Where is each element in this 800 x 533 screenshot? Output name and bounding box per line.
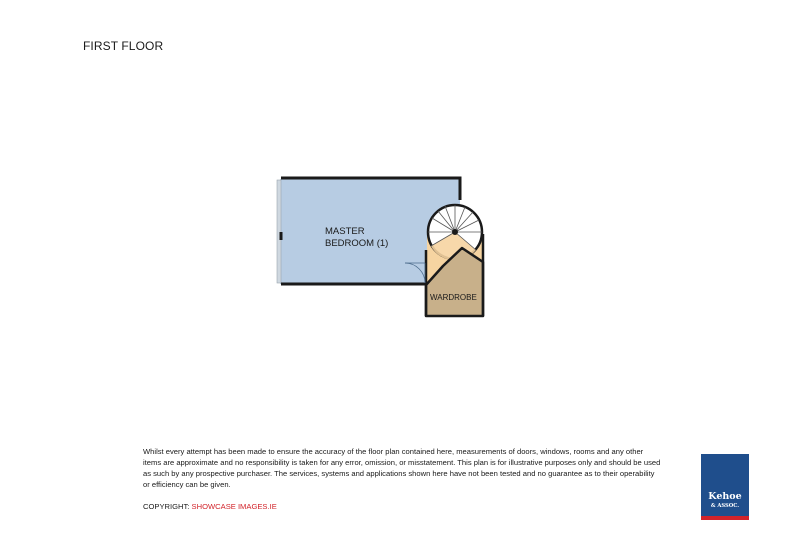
agency-logo xyxy=(701,454,749,520)
copyright-link[interactable]: SHOWCASE IMAGES.IE xyxy=(191,502,277,511)
floor-title: FIRST FLOOR xyxy=(83,39,164,53)
logo-name: Kehoe xyxy=(708,491,742,502)
master-bedroom-label-line2: BEDROOM (1) xyxy=(325,238,389,249)
bedroom-window xyxy=(277,180,281,283)
stair-newel xyxy=(452,229,458,235)
wardrobe-label: WARDROBE xyxy=(430,293,477,302)
logo-sub: & ASSOC. xyxy=(710,503,740,509)
copyright-line xyxy=(143,502,277,511)
disclaimer-text: Whilst every attempt has been made to ensure the accuracy of the floor plan contained here, measurements of doors, windows, rooms and any other items are approximate and no responsibility is taken for any error, omission, or misstatement. This plan is for illustrative purposes only and should be used as such by any prospective purchaser. The services, systems and applications shown here have not been tested and no guarantee as to their operability or efficiency can be given. xyxy=(143,447,661,489)
copyright-label: COPYRIGHT: xyxy=(143,502,192,511)
master-bedroom-label-line1: MASTER xyxy=(325,226,365,237)
logo-red-bar xyxy=(701,516,749,520)
